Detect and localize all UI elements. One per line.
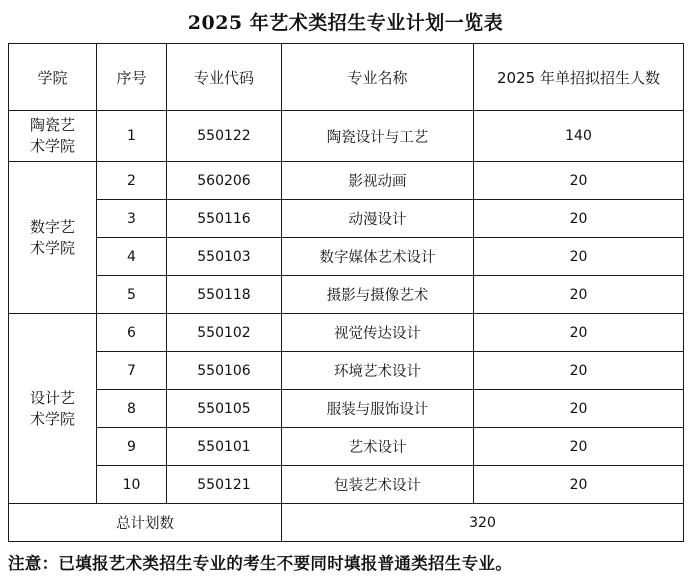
major-name-cell: 包装艺术设计 xyxy=(282,466,474,504)
code-cell: 550102 xyxy=(167,314,282,352)
school-cell: 数字艺 术学院 xyxy=(9,162,97,314)
code-cell: 550106 xyxy=(167,352,282,390)
quota-cell: 20 xyxy=(474,314,684,352)
quota-cell: 20 xyxy=(474,200,684,238)
major-name-cell: 环境艺术设计 xyxy=(282,352,474,390)
quota-cell: 20 xyxy=(474,238,684,276)
total-label: 总计划数 xyxy=(9,504,282,542)
table-row xyxy=(9,314,684,352)
major-name-cell: 摄影与摄像艺术 xyxy=(282,276,474,314)
code-cell: 550105 xyxy=(167,390,282,428)
quota-cell: 20 xyxy=(474,466,684,504)
major-name-cell: 动漫设计 xyxy=(282,200,474,238)
table-row xyxy=(9,276,684,314)
major-name-cell: 数字媒体艺术设计 xyxy=(282,238,474,276)
table-row xyxy=(9,162,684,200)
code-cell: 550118 xyxy=(167,276,282,314)
header-school: 学院 xyxy=(9,44,97,111)
enrollment-plan-table xyxy=(8,43,684,542)
code-cell: 550103 xyxy=(167,238,282,276)
code-cell: 550101 xyxy=(167,428,282,466)
code-cell: 550116 xyxy=(167,200,282,238)
quota-cell: 20 xyxy=(474,352,684,390)
seq-cell: 9 xyxy=(97,428,167,466)
table-row xyxy=(9,466,684,504)
major-name-cell: 影视动画 xyxy=(282,162,474,200)
major-name-cell: 陶瓷设计与工艺 xyxy=(282,111,474,162)
table-header-row xyxy=(9,44,684,111)
quota-cell: 20 xyxy=(474,428,684,466)
seq-cell: 6 xyxy=(97,314,167,352)
header-seq: 序号 xyxy=(97,44,167,111)
school-cell: 陶瓷艺 术学院 xyxy=(9,111,97,162)
table-row xyxy=(9,390,684,428)
quota-cell: 140 xyxy=(474,111,684,162)
major-name-cell: 艺术设计 xyxy=(282,428,474,466)
table-body xyxy=(9,111,684,542)
code-cell: 550122 xyxy=(167,111,282,162)
page-title: 2025 年艺术类招生专业计划一览表 xyxy=(187,12,504,34)
quota-cell: 20 xyxy=(474,276,684,314)
seq-cell: 8 xyxy=(97,390,167,428)
major-name-cell: 服装与服饰设计 xyxy=(282,390,474,428)
code-cell: 550121 xyxy=(167,466,282,504)
code-cell: 560206 xyxy=(167,162,282,200)
quota-cell: 20 xyxy=(474,162,684,200)
table-row xyxy=(9,200,684,238)
seq-cell: 10 xyxy=(97,466,167,504)
table-row xyxy=(9,238,684,276)
total-row xyxy=(9,504,684,542)
table-row xyxy=(9,352,684,390)
seq-cell: 3 xyxy=(97,200,167,238)
seq-cell: 7 xyxy=(97,352,167,390)
table-row xyxy=(9,111,684,162)
header-code: 专业代码 xyxy=(167,44,282,111)
header-quota: 2025 年单招拟招生人数 xyxy=(474,44,684,111)
major-name-cell: 视觉传达设计 xyxy=(282,314,474,352)
total-value: 320 xyxy=(282,504,684,542)
seq-cell: 5 xyxy=(97,276,167,314)
seq-cell: 1 xyxy=(97,111,167,162)
header-name: 专业名称 xyxy=(282,44,474,111)
seq-cell: 4 xyxy=(97,238,167,276)
quota-cell: 20 xyxy=(474,390,684,428)
seq-cell: 2 xyxy=(97,162,167,200)
footnote: 注意：已填报艺术类招生专业的考生不要同时填报普通类招生专业。 xyxy=(8,554,512,573)
school-cell: 设计艺 术学院 xyxy=(9,314,97,504)
table-row xyxy=(9,428,684,466)
